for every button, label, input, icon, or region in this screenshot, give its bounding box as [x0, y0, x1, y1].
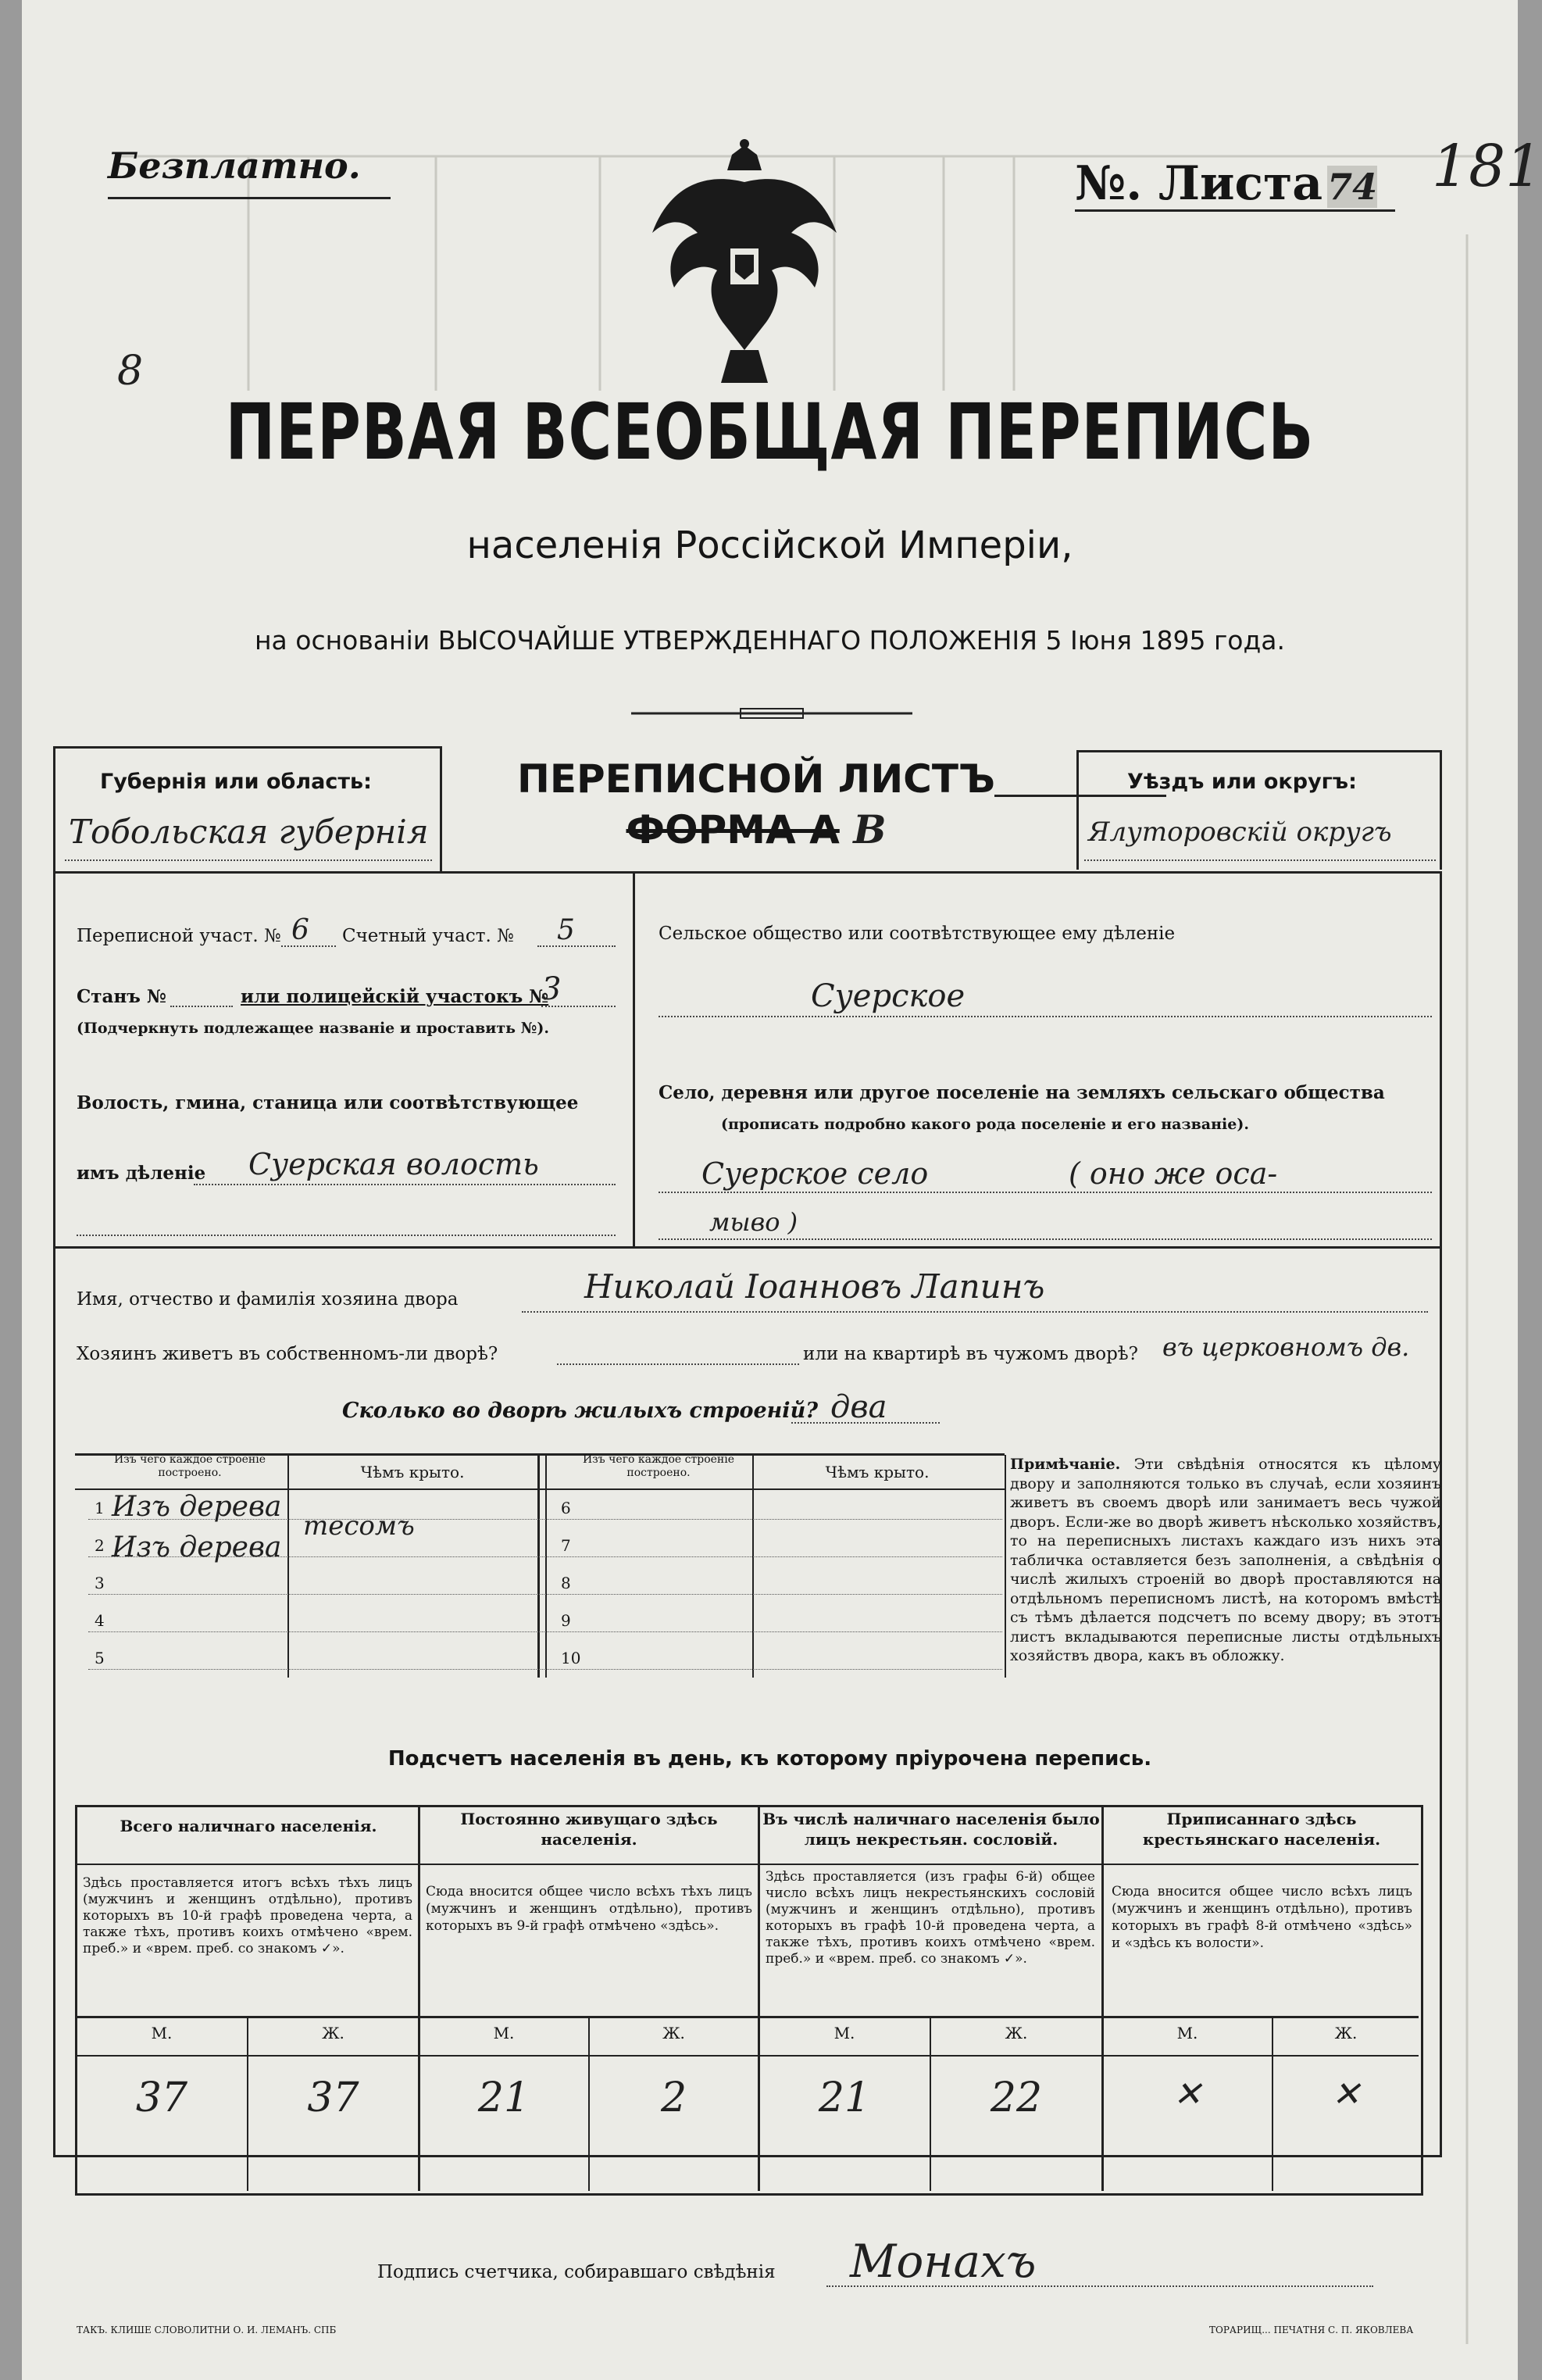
village-dots [659, 1192, 1432, 1193]
buildings-col-divider-1 [287, 1455, 289, 1678]
note-text: Эти свѣдѣнія относятся къ цѣлому двору и заполняются только въ случаѣ, если хозяинъ живетъ въ своемъ дворѣ или занимаетъ весь чужой дворъ. Если-же во дворѣ живетъ нѣсколько хозяйствъ, то на переписныхъ листахъ каждаго изъ нихъ эта табличка оставляется безъ заполненія, а свѣдѣнія о числѣ жилыхъ строеній во дворѣ проставляются на отдѣльномъ переписномъ листѣ, на которомъ вмѣстѣ съ тѣмъ дѣлается подсчетъ по всему двору; въ этотъ листъ вкладываются переписные листы отдѣльныхъ хозяйствъ двора, какъ въ обложку. [1010, 1456, 1441, 1664]
volost-label: Волость, гмина, станица или соотвѣтствующее [77, 1092, 579, 1113]
row-number: 2 [95, 1536, 105, 1555]
district-value: Ялуторовскій округъ [1088, 817, 1392, 848]
lives-label: Хозяинъ живетъ въ собственномъ-ли дворѣ? [77, 1344, 498, 1364]
col-built-of-right: Изъ чего каждое строеніе построено. [582, 1453, 735, 1479]
sheet-number-value: 74 [1327, 166, 1378, 208]
police-label: или полицейскій участокъ № [241, 986, 549, 1007]
buildings-table [75, 1453, 1005, 1682]
f-label: Ж. [1005, 2024, 1028, 2042]
eagle-emblem-icon [643, 139, 846, 389]
district-label: Уѣздъ или округъ: [1127, 770, 1357, 794]
province-value: Тобольская губернія [69, 813, 429, 851]
count-desc-line [75, 2016, 1419, 2018]
buildings-col-divider-5 [1005, 1455, 1006, 1678]
count-col2-m: 21 [477, 2074, 530, 2121]
form-horizontal-divider [53, 1246, 1440, 1249]
f-label: Ж. [662, 2024, 685, 2042]
count-col4-m: ✕ [1173, 2074, 1202, 2114]
count-col1-desc: Здѣсь проставляется итогъ всѣхъ тѣхъ лицъ (мужчинъ и женщинъ отдѣльно), противъ которыхъ въ 10-й графѣ проведена черта, а также тѣхъ, противъ коихъ отмѣчено «врем. преб.» и «врем. преб. со знакомъ ✓». [83, 1875, 412, 1957]
row-number: 1 [95, 1499, 105, 1517]
count-area-value: 5 [557, 914, 575, 946]
owner-value: Николай Іоанновъ Лапинъ [584, 1267, 1045, 1306]
free-underline [108, 197, 391, 199]
col-built-of-left: Изъ чего каждое строеніе построено. [113, 1453, 266, 1479]
count-col4-desc: Сюда вносится общее число всѣхъ лицъ (мужчинъ и женщинъ отдѣльно), противъ которыхъ въ графѣ 8-й отмѣчено «здѣсь» и «здѣсь къ волости». [1112, 1884, 1412, 1951]
count-col4-header: Приписаннаго здѣсь крестьянскаго населенія. [1142, 1810, 1381, 1849]
buildings-value: два [830, 1389, 887, 1425]
census-area-value: 6 [291, 914, 309, 946]
village-dots-2 [659, 1238, 1432, 1240]
roof-value: тесомъ [303, 1510, 415, 1542]
built-value-2: Изъ дерева [112, 1531, 282, 1563]
count-col2-header: Постоянно живущаго здѣсь населенія. [460, 1810, 718, 1849]
or-label: или на квартирѣ въ чужомъ дворѣ? [803, 1344, 1139, 1364]
built-value-1: Изъ дерева [112, 1491, 282, 1523]
strike-line [994, 795, 1166, 797]
society-label: Сельское общество или соотвѣтствующее ему дѣленіе [659, 924, 1176, 944]
col-roofed-right: Чѣмъ крыто. [825, 1463, 930, 1481]
village-note: (прописать подробно какого рода поселеніе и его названіе). [721, 1116, 1249, 1133]
village-value-3: мыво ) [709, 1207, 798, 1237]
count-col3-f: 22 [990, 2074, 1043, 2121]
m-label: М. [833, 2024, 855, 2042]
volost-label-2: имъ дѣленіе [77, 1163, 206, 1184]
police-value: 3 [541, 971, 562, 1007]
form-vertical-divider [633, 871, 635, 1246]
district-dots [1084, 859, 1436, 861]
note-title: Примѣчаніе. [1010, 1456, 1121, 1473]
society-value: Суерское [811, 978, 966, 1014]
left-mark: 8 [117, 348, 144, 395]
sheet-number-label: №. Листа 74 [1075, 156, 1378, 211]
province-dots [65, 859, 432, 861]
count-col1-header: Всего наличнаго населенія. [120, 1817, 377, 1835]
form-label: ФОРМА А [626, 807, 840, 852]
count-col3-header: Въ числѣ наличнаго населенія было лицъ некрестьян. сословій. [762, 1810, 1100, 1849]
subtitle: населенія Россійской Имперіи, [466, 524, 1073, 567]
district-box [1076, 750, 1442, 870]
buildings-note [1010, 1455, 1441, 1666]
owner-label: Имя, отчество и фамилія хозяина двора [77, 1289, 459, 1310]
m-label: М. [493, 2024, 515, 2042]
census-area-label: Переписной участ. № [77, 926, 281, 946]
village-value: Суерское село [701, 1156, 929, 1191]
volost-dots [194, 1184, 616, 1185]
row-number: 5 [95, 1649, 105, 1667]
row-number: 6 [561, 1499, 571, 1517]
row-line [88, 1594, 1002, 1595]
signature-dots [826, 2285, 1373, 2287]
form-label-row [444, 806, 1069, 861]
lives-dots [557, 1363, 799, 1365]
ornament-divider [631, 706, 912, 721]
form-name: ПЕРЕПИСНОЙ ЛИСТЪ [517, 756, 995, 802]
row-number: 4 [95, 1611, 105, 1630]
sheet-underline [1075, 209, 1395, 212]
count-area-dots [537, 945, 616, 947]
count-mf-line [75, 2055, 1419, 2057]
society-dots [659, 1016, 1432, 1017]
free-label: Безплатно. [108, 145, 361, 187]
buildings-label: Сколько во дворѣ жилыхъ строеній? [342, 1399, 819, 1423]
basis-line: на основаніи ВЫСОЧАЙШЕ УТВЕРЖДЕННАГО ПОЛОЖЕНІЯ 5 Іюня 1895 года. [254, 625, 1286, 656]
volost-dots-2 [77, 1235, 616, 1236]
stan-dots [170, 1006, 233, 1007]
owner-dots [522, 1311, 1428, 1313]
row-number: 7 [561, 1536, 571, 1555]
main-title: ПЕРВАЯ ВСЕОБЩАЯ ПЕРЕПИСЬ [225, 386, 1315, 477]
buildings-col-divider-4 [752, 1455, 754, 1678]
row-line [88, 1631, 1002, 1632]
form-letter: В [853, 806, 887, 852]
count-area-label: Счетный участ. № [342, 926, 514, 946]
lives-value: въ церковномъ дв. [1162, 1332, 1410, 1362]
count-col2-f: 2 [660, 2074, 687, 2121]
count-col2-desc: Сюда вносится общее число всѣхъ тѣхъ лицъ (мужчинъ и женщинъ отдѣльно), противъ которыхъ въ 9-й графѣ отмѣчено «здѣсь». [426, 1884, 752, 1934]
volost-value: Суерская волость [248, 1147, 539, 1181]
village-label: Село, деревня или другое поселеніе на земляхъ сельскаго общества [659, 1082, 1385, 1103]
printer-left: ТАКЪ. КЛИШЕ СЛОВОЛИТНИ О. И. ЛЕМАНЪ. СПБ [77, 2325, 337, 2335]
printer-right: ТОРАРИЩ... ПЕЧАТНЯ С. П. ЯКОВЛЕВА [1209, 2325, 1414, 2335]
f-label: Ж. [322, 2024, 344, 2042]
count-col4-f: ✕ [1331, 2074, 1361, 2114]
buildings-col-divider-3 [545, 1455, 547, 1678]
count-col3-desc: Здѣсь проставляется (изъ графы 6-й) общее число всѣхъ лицъ некрестьянскихъ сословій (мужчинъ и женщинъ отдѣльно), противъ которыхъ въ графѣ 10-й проведена черта, а также тѣхъ, противъ коихъ отмѣчено «врем. преб.» и «врем. преб. со знакомъ ✓». [766, 1869, 1095, 1967]
buildings-table-header-line [75, 1488, 1005, 1490]
count-col3-m: 21 [818, 2074, 871, 2121]
row-number: 3 [95, 1574, 105, 1592]
row-number: 8 [561, 1574, 571, 1592]
stan-label: Станъ № [77, 986, 166, 1007]
underline-note: (Подчеркнуть подлежащее названіе и проставить №). [77, 1020, 549, 1037]
count-col1-m: 37 [135, 2074, 188, 2121]
row-number: 9 [561, 1611, 571, 1630]
m-label: М. [1176, 2024, 1198, 2042]
signature-label: Подпись счетчика, собиравшаго свѣдѣнія [377, 2262, 776, 2282]
census-form-page [22, 0, 1542, 2380]
row-number: 10 [561, 1649, 581, 1667]
corner-number: 181 [1432, 133, 1542, 200]
f-label: Ж. [1334, 2024, 1358, 2042]
province-box [53, 746, 442, 874]
col-roofed-left: Чѣмъ крыто. [360, 1463, 465, 1481]
m-label: М. [151, 2024, 173, 2042]
signature-value: Монахъ [850, 2235, 1037, 2288]
village-value-2: ( оно же оса- [1069, 1156, 1278, 1191]
count-title: Подсчетъ населенія въ день, къ которому пріурочена перепись. [387, 1747, 1152, 1771]
buildings-col-divider-2 [537, 1455, 540, 1678]
row-line [88, 1669, 1002, 1670]
province-label: Губернія или область: [100, 770, 372, 794]
count-col1-f: 37 [307, 2074, 359, 2121]
count-header-line [75, 1864, 1419, 1865]
